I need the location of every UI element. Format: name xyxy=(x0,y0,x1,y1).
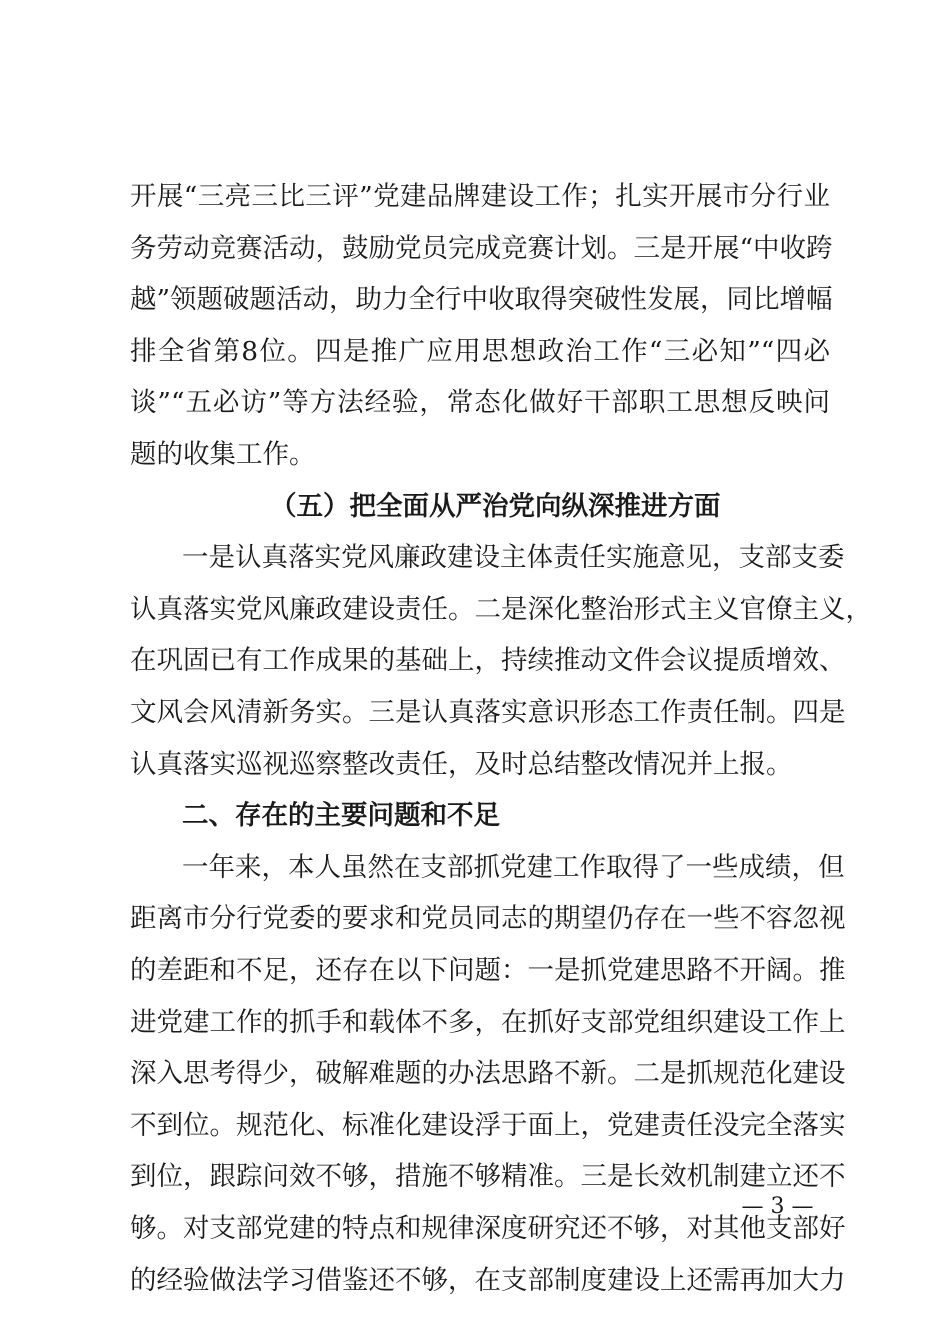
body-line: 的差距和不足，还存在以下问题：一是抓党建思路不开阔。推 xyxy=(130,955,846,986)
body-line: 文风会风清新务实。三是认真落实意识形态工作责任制。四是 xyxy=(130,697,846,728)
section-heading: 二、存在的主要问题和不足 xyxy=(182,800,500,832)
body-line: 不到位。规范化、标准化建设浮于面上，党建责任没完全落实 xyxy=(130,1109,846,1141)
body-line: 的经验做法学习借鉴还不够，在支部制度建设上还需再加大力 xyxy=(130,1264,846,1296)
body-line: 排全省第8位。四是推广应用思想政治工作“三必知”“四必 xyxy=(130,335,830,367)
body-line: 深入思考得少，破解难题的办法思路不新。二是抓规范化建设 xyxy=(130,1058,846,1090)
body-line: 一是认真落实党风廉政建设主体责任实施意见，支部支委 xyxy=(182,542,845,574)
body-line: 认真落实巡视巡察整改责任，及时总结整改情况并上报。 xyxy=(130,748,793,780)
body-line: 题的收集工作。 xyxy=(130,439,316,470)
body-line: 距离市分行党委的要求和党员同志的期望仍存在一些不容忽视 xyxy=(130,903,846,935)
body-line: 一年来，本人虽然在支部抓党建工作取得了一些成绩，但 xyxy=(182,851,845,883)
body-line: 越”领题破题活动，助力全行中收取得突破性发展，同比增幅 xyxy=(130,284,833,316)
body-line: 认真落实党风廉政建设责任。二是深化整治形式主义官僚主义， xyxy=(130,593,872,625)
body-line: 务劳动竞赛活动，鼓励党员完成竞赛计划。三是开展“中收跨 xyxy=(130,232,833,264)
page-number: — 3 — xyxy=(741,1194,814,1219)
body-line: 进党建工作的抓手和载体不多，在抓好支部党组织建设工作上 xyxy=(130,1006,846,1038)
body-line: 到位，跟踪问效不够，措施不够精准。三是长效机制建立还不 xyxy=(130,1161,846,1193)
body-line: 谈”“五必访”等方法经验，常态化做好干部职工思想反映问 xyxy=(130,387,830,419)
body-line: 够。对支部党建的特点和规律深度研究还不够，对其他支部好 xyxy=(130,1213,846,1244)
body-line: 在巩固已有工作成果的基础上，持续推动文件会议提质增效、 xyxy=(130,645,846,677)
section-subheading: （五）把全面从严治党向纵深推进方面 xyxy=(270,490,721,522)
body-line: 开展“三亮三比三评”党建品牌建设工作；扎实开展市分行业 xyxy=(130,181,830,212)
